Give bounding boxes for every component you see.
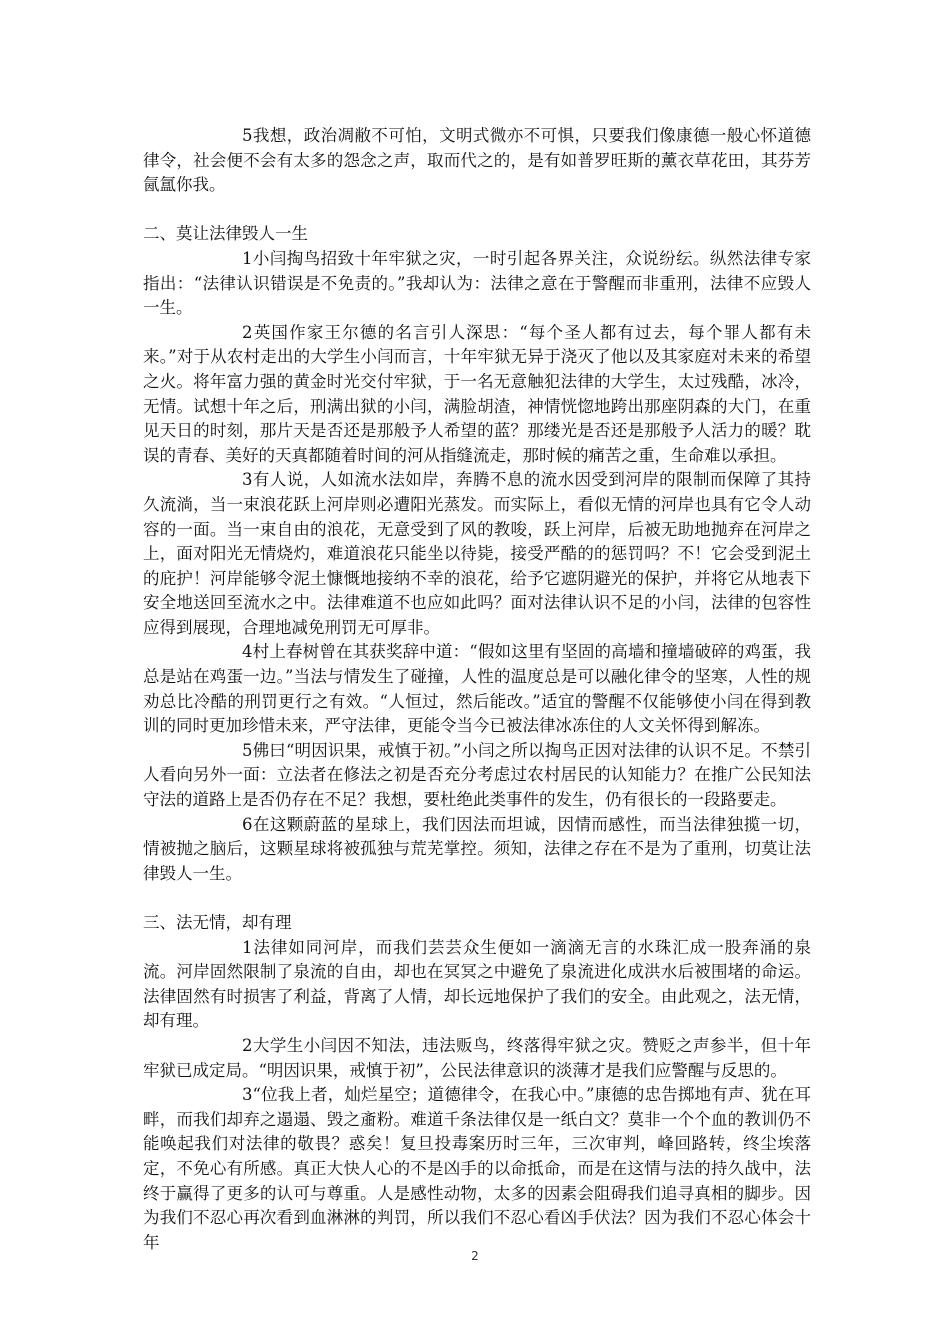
paragraph: 3“位我上者，灿烂星空；道德律令，在我心中。”康德的忠告掷地有声、犹在耳畔，而我们却弃之遢遢、毁之齑粉。难道千条法律仅是一纸白文？莫非一个个血的教训仍不能唤起我们对法律的敬畏？惑矣！复旦投毒案历时三年，三次审判，峰回路转，终尘埃落定，不免心有所感。真正大快人心的不是凶手的以命抵命，而是在这情与法的持久战中，法终于赢得了更多的认可与尊重。人是感性动物，太多的因素会阻碍我们追寻真相的脚步。因为我们不忍心再次看到血淋淋的判罚，所以我们不忍心看凶手伏法？因为我们不忍心体会十年 [143,1085,811,1252]
paragraph: 3有人说，人如流水法如岸，奔腾不息的流水因受到河岸的限制而保障了其持久流淌，当一束浪花跃上河岸则必遭阳光蒸发。而实际上，看似无情的河岸也具有它令人动容的一面。当一束自由的浪花，无意受到了风的教唆，跃上河岸，后被无助地抛弃在河岸之上，面对阳光无情烧灼，难道浪花只能坐以待毙，接受严酷的的惩罚吗？不！它会受到泥土的庇护！河岸能够令泥土慷慨地接纳不幸的浪花，给予它遮阴避光的保护，并将它从地表下安全地送回至流水之中。法律难道不也应如此吗？面对法律认识不足的小闫，法律的包容性应得到展现，合理地减免刑罚无可厚非。 [143,470,811,637]
intro-paragraph: 5我想，政治凋敝不可怕，文明式微亦不可惧，只要我们像康德一般心怀道德律令，社会便不会有太多的怨念之声，取而代之的，是有如普罗旺斯的薰衣草花田，其芬芳氤氲你我。 [143,126,811,195]
section-gap [143,198,811,223]
paragraph: 2大学生小闫因不知法，违法贩鸟，终落得牢狱之灾。赞贬之声参半，但十年牢狱已成定局。“明因识果，戒慎于初”，公民法律意识的淡薄才是我们应警醒与反思的。 [143,1035,811,1080]
section-heading: 二、莫让法律毁人一生 [143,224,308,244]
paragraph: 1法律如同河岸，而我们芸芸众生便如一滴滴无言的水珠汇成一股奔涌的泉流。河岸固然限制了泉流的自由，却也在冥冥之中避免了泉流进化成洪水后被围堵的命运。法律固然有时损害了利益，背离了人情，却长远地保护了我们的安全。由此观之，法无情，却有理。 [143,937,811,1031]
paragraph: 6在这颗蔚蓝的星球上，我们因法而坦诚，因情而感性，而当法律独揽一切，情被抛之脑后，这颗星球将被孤独与荒芜掌控。须知，法律之存在不是为了重刑，切莫让法律毁人一生。 [143,814,811,883]
page-number: 2 [471,1249,479,1263]
paragraph: 4村上春树曾在其获奖辞中道：“假如这里有坚固的高墙和撞墙破碎的鸡蛋，我总是站在鸡蛋一边。”当法与情发生了碰撞，人性的温度总是可以融化律令的坚寒，人性的规劝总比冷酷的刑罚更行之有效。“人恒过，然后能改。”适宜的警醒不仅能够使小闫在得到教训的同时更加珍惜未来，严守法律，更能令当今已被法律冰冻住的人文关怀得到解冻。 [143,642,811,736]
section-heading: 三、法无情，却有理 [143,913,292,932]
paragraph: 2英国作家王尔德的名言引人深思：“每个圣人都有过去，每个罪人都有未来。”对于从农村走出的大学生小闫而言，十年牢狱无异于浇灭了他以及其家庭对未来的希望之火。将年富力强的黄金时光交付牢狱，于一名无意触犯法律的大学生，太过残酷，冰冷，无情。试想十年之后，刑满出狱的小闫，满脸胡渣，神情恍惚地跨出那座阴森的大门，在重见天日的时刻，那片天是否还是那般予人希望的蓝？那缕光是否还是那般予人活力的暖？耽误的青春、美好的天真都随着时间的河从指缝流走，那时候的痛苦之重，生命难以承担。 [143,322,811,465]
paragraph: 1小闫掏鸟招致十年牢狱之灾，一时引起各界关注，众说纷纭。纵然法律专家指出：“法律认识错误是不免责的。”我却认为：法律之意在于警醒而非重刑，法律不应毁人一生。 [143,248,811,318]
body-text [143,124,811,1255]
section-gap [143,886,811,911]
paragraph: 5佛曰“明因识果，戒慎于初。”小闫之所以掏鸟正因对法律的认识不足。不禁引人看向另外一面：立法者在修法之初是否充分考虑过农村居民的认知能力？在推广公民知法守法的道路上是否仍存在不足？我想，要杜绝此类事件的发生，仍有很长的一段路要走。 [143,740,811,810]
